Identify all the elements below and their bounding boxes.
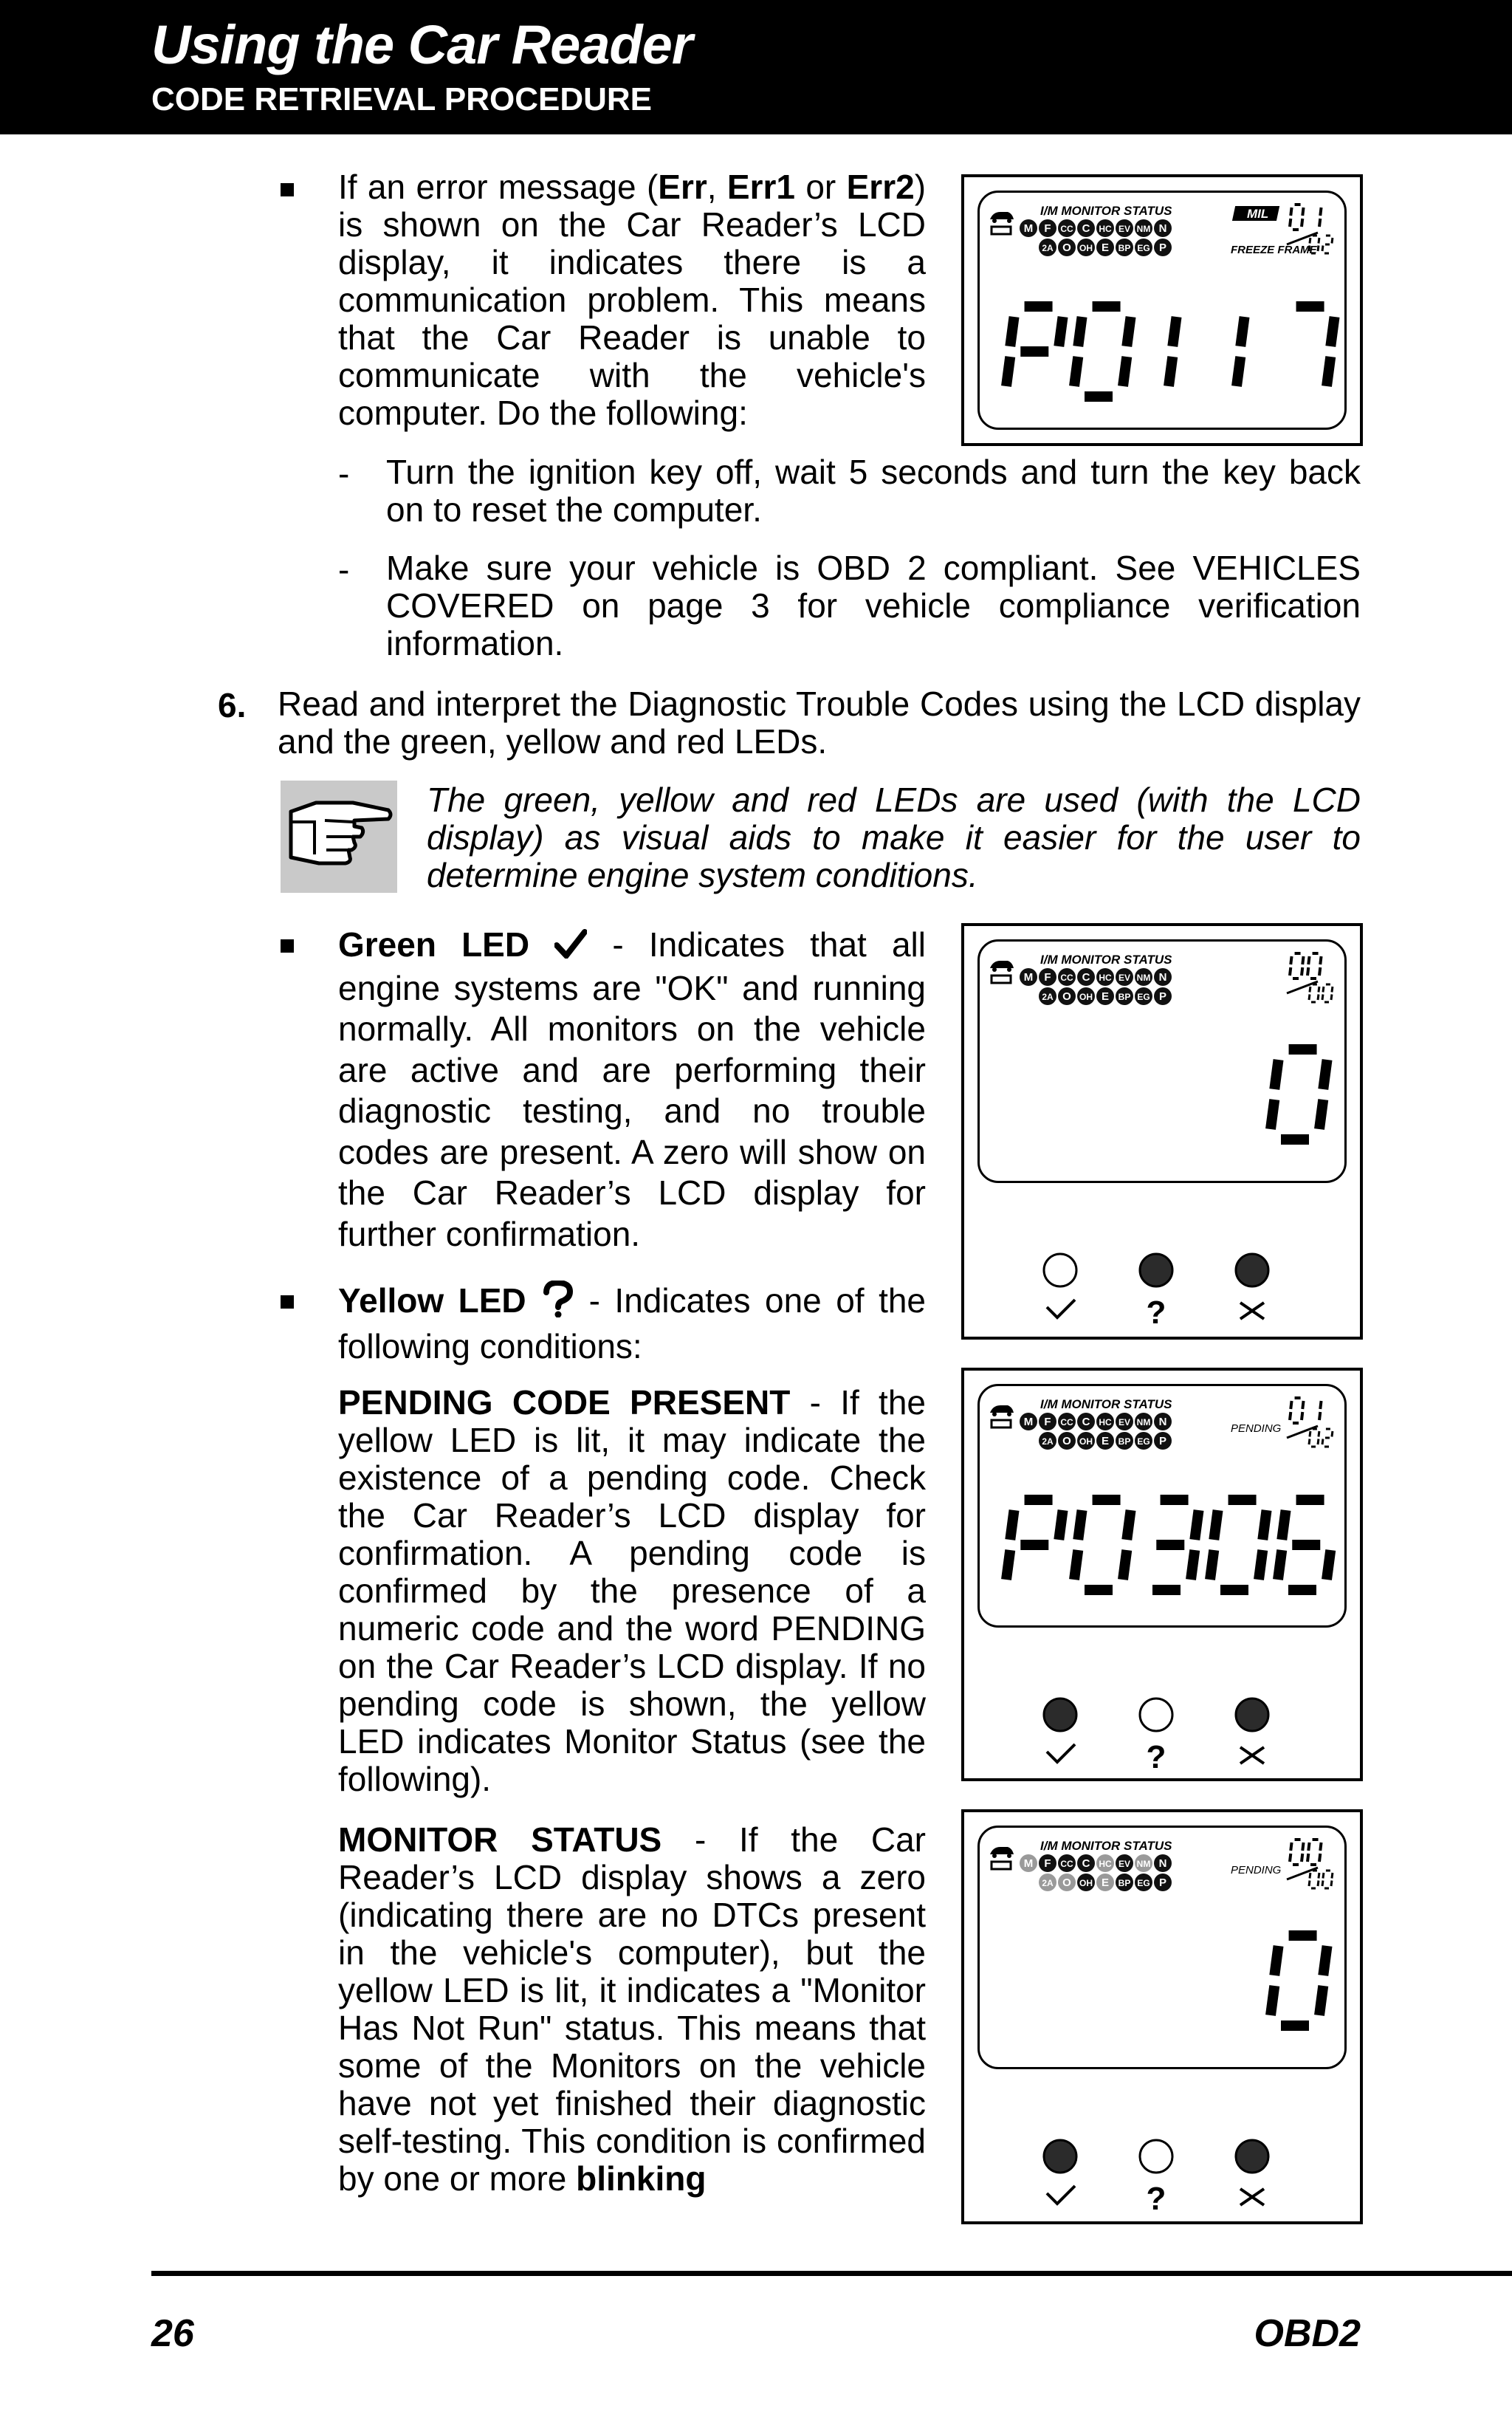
page-title: Using the Car Reader: [151, 14, 693, 75]
svg-text:O: O: [1062, 1876, 1071, 1889]
dtc-code-display: [1006, 1500, 1330, 1590]
svg-text:E: E: [1101, 1435, 1110, 1447]
svg-text:C: C: [1082, 222, 1090, 235]
yellow-led-label: Yellow LED: [338, 1281, 526, 1320]
yellow-led-icon: [1140, 1254, 1172, 1286]
svg-text:BP: BP: [1118, 992, 1131, 1002]
svg-text:P: P: [1158, 1435, 1167, 1447]
code-index-number: [1290, 953, 1322, 978]
led-indicator-row: [1031, 1251, 1296, 1325]
car-icon: [990, 212, 1014, 223]
svg-text:E: E: [1101, 241, 1110, 254]
dash-item-reset: Turn the ignition key off, wait 5 seconds and turn the key back on to reset the computer.: [386, 453, 1361, 529]
svg-text:OH: OH: [1079, 243, 1093, 253]
monitor-status-label: MONITOR STATUS: [338, 1820, 662, 1859]
svg-text:CC: CC: [1060, 1859, 1073, 1869]
error-paragraph: If an error message (Err, Err1 or Err2) is shown on the Car Reader’s LCD display, it indicates there is a communication problem. This means that the Car Reader is unable to communicate with the vehicle's computer. Do the following:: [338, 168, 927, 432]
checkmark-icon: [554, 927, 587, 968]
svg-text:O: O: [1062, 1435, 1071, 1447]
step-6-text: Read and interpret the Diagnostic Trouble Codes using the LCD display and the green, yellow and red LEDs.: [278, 685, 1361, 761]
svg-text:OH: OH: [1079, 1436, 1093, 1447]
pending-label: PENDING: [1231, 1422, 1282, 1435]
svg-text:N: N: [1158, 222, 1167, 235]
lcd-panel-error: [961, 174, 1363, 446]
checkmark-icon: [1047, 1744, 1075, 1762]
svg-text:BP: BP: [1118, 1436, 1131, 1447]
yellow-led-paragraph: Yellow LED - Indicates one of the following conditions:: [338, 1281, 927, 1365]
checkmark-icon: [1047, 1300, 1075, 1317]
svg-text:M: M: [1023, 971, 1034, 984]
code-total-number: [1309, 1871, 1333, 1888]
svg-text:F: F: [1044, 222, 1051, 235]
car-icon: [990, 1847, 1014, 1858]
svg-text:F: F: [1044, 971, 1051, 984]
svg-text:EV: EV: [1118, 1417, 1131, 1427]
green-led-label: Green LED: [338, 925, 530, 964]
svg-text:OH: OH: [1079, 1878, 1093, 1888]
green-led-icon: [1044, 1699, 1076, 1731]
svg-text:N: N: [1158, 1857, 1167, 1870]
svg-text:E: E: [1101, 1876, 1110, 1889]
red-led-icon: [1236, 2140, 1268, 2173]
svg-text:P: P: [1158, 1876, 1167, 1889]
mil-indicator: [1232, 206, 1279, 221]
svg-text:HC: HC: [1099, 1859, 1112, 1869]
svg-text:M: M: [1023, 222, 1034, 235]
svg-text:N: N: [1158, 1416, 1167, 1428]
svg-text:CC: CC: [1060, 224, 1073, 234]
lcd-panel-green: [961, 923, 1363, 1340]
pending-code-label: PENDING CODE PRESENT: [338, 1383, 791, 1422]
svg-text:EV: EV: [1118, 973, 1131, 983]
svg-text:EG: EG: [1137, 1436, 1150, 1447]
engine-icon: [992, 1862, 1011, 1869]
lcd-screen: [977, 939, 1347, 1183]
code-total-number: [1309, 984, 1333, 1002]
led-indicator-row: [1031, 2137, 1296, 2211]
pending-code-paragraph: PENDING CODE PRESENT - If the yellow LED is lit, it may indicate the existence of a pending code. Check the Car Reader’s LCD display for confirmation. A pending code is confirmed by the presence of a numeric code and the word PENDING on the Car Reader’s LCD display. If no pending code is shown, the yellow LED indicates Monitor Status (see the following).: [338, 1383, 927, 1798]
code-total-number: [1309, 1429, 1333, 1447]
green-led-paragraph: Green LED - Indicates that all engine systems are "OK" and running normally. All monitors on the vehicle are active and are performing their diagnostic testing, and no trouble codes are present. A zero will show on the Car Reader’s LCD display for further confirmation.: [338, 925, 926, 1253]
question-mark-icon: ?: [1146, 2181, 1166, 2211]
svg-text:HC: HC: [1099, 224, 1112, 234]
cross-icon: [1240, 1747, 1264, 1763]
freeze-frame-label: FREEZE FRAME: [1231, 244, 1317, 256]
svg-text:F: F: [1044, 1857, 1051, 1870]
monitor-status-label: I/M MONITOR STATUS: [1040, 953, 1172, 967]
product-name: OBD2: [1254, 2312, 1361, 2355]
svg-text:N: N: [1158, 971, 1167, 984]
svg-text:HC: HC: [1099, 973, 1112, 983]
svg-text:NM: NM: [1136, 224, 1151, 234]
green-led-icon: [1044, 1254, 1076, 1286]
cross-icon: [1240, 1303, 1264, 1319]
svg-text:E: E: [1101, 990, 1110, 1003]
yellow-led-icon: [1140, 1699, 1172, 1731]
dtc-code-display: [1271, 1936, 1327, 2026]
svg-text:NM: NM: [1136, 1859, 1151, 1869]
code-index-number: [1290, 1398, 1322, 1423]
bullet-marker: [281, 1295, 294, 1309]
car-icon: [990, 1405, 1014, 1416]
svg-text:2A: 2A: [1042, 1878, 1054, 1888]
cross-icon: [1240, 2189, 1264, 2205]
svg-text:CC: CC: [1060, 973, 1073, 983]
section-subtitle: CODE RETRIEVAL PROCEDURE: [151, 81, 653, 117]
svg-text:BP: BP: [1118, 1878, 1131, 1888]
engine-icon: [992, 1420, 1011, 1427]
svg-text:EG: EG: [1137, 992, 1150, 1002]
green-led-icon: [1044, 2140, 1076, 2173]
svg-text:M: M: [1023, 1857, 1034, 1870]
code-index-number: [1290, 1840, 1322, 1865]
dtc-code-display: [1006, 306, 1335, 397]
footer-rule: [151, 2271, 1512, 2276]
red-led-icon: [1236, 1699, 1268, 1731]
pending-label: PENDING: [1231, 1864, 1282, 1876]
svg-text:P: P: [1158, 990, 1167, 1003]
engine-icon: [992, 227, 1011, 234]
svg-text:C: C: [1082, 1416, 1090, 1428]
pointing-hand-icon: [281, 781, 397, 893]
svg-text:OH: OH: [1079, 992, 1093, 1002]
svg-text:2A: 2A: [1042, 243, 1054, 253]
svg-text:EV: EV: [1118, 224, 1131, 234]
lcd-panel-monitor: [961, 1809, 1363, 2224]
red-led-icon: [1236, 1254, 1268, 1286]
dash-marker: -: [338, 550, 350, 589]
svg-text:P: P: [1158, 241, 1167, 254]
svg-text:M: M: [1023, 1416, 1034, 1428]
lcd-panel-pending: [961, 1368, 1363, 1781]
svg-text:MIL: MIL: [1247, 207, 1269, 221]
car-icon: [990, 961, 1014, 972]
monitor-status-label: I/M MONITOR STATUS: [1040, 204, 1172, 218]
monitor-status-label: I/M MONITOR STATUS: [1040, 1839, 1172, 1853]
svg-text:BP: BP: [1118, 243, 1131, 253]
led-indicator-row: [1031, 1696, 1296, 1769]
svg-text:O: O: [1062, 241, 1071, 254]
question-mark-icon: ?: [1146, 1739, 1166, 1769]
svg-text:C: C: [1082, 1857, 1090, 1870]
dtc-code-display: [1271, 1049, 1327, 1139]
svg-text:F: F: [1044, 1416, 1051, 1428]
question-mark-icon: ?: [1146, 1295, 1166, 1325]
svg-text:2A: 2A: [1042, 992, 1054, 1002]
svg-text:HC: HC: [1099, 1417, 1112, 1427]
svg-text:EV: EV: [1118, 1859, 1131, 1869]
page-header: [0, 0, 1512, 134]
bullet-marker: [281, 183, 294, 196]
page-number: 26: [151, 2312, 194, 2355]
question-mark-icon: [540, 1281, 574, 1326]
svg-text:O: O: [1062, 990, 1071, 1003]
bullet-marker: [281, 939, 294, 953]
svg-text:NM: NM: [1136, 1417, 1151, 1427]
svg-text:EG: EG: [1137, 243, 1150, 253]
lcd-screen: [977, 1826, 1347, 2069]
code-index-number: [1290, 205, 1322, 230]
engine-icon: [992, 976, 1011, 983]
step-number: 6.: [218, 686, 247, 724]
checkmark-icon: [1047, 2186, 1075, 2204]
svg-text:C: C: [1082, 971, 1090, 984]
note-text: The green, yellow and red LEDs are used (with the LCD display) as visual aids to make it easier for the user to determine engine system conditions.: [427, 781, 1361, 894]
monitor-status-label: I/M MONITOR STATUS: [1040, 1397, 1172, 1411]
svg-text:CC: CC: [1060, 1417, 1073, 1427]
dash-marker: -: [338, 454, 350, 493]
yellow-led-icon: [1140, 2140, 1172, 2173]
svg-text:NM: NM: [1136, 973, 1151, 983]
monitor-status-paragraph: MONITOR STATUS - If the Car Reader’s LCD display shows a zero (indicating there are no DTCs present in the vehicle's computer), but the yellow LED is lit, it indicates a "Monitor Has Not Run" status. This means that some of the Monitors on the vehicle have not yet finished their diagnostic self-testing. This condition is confirmed by one or more blinking: [338, 1820, 926, 2198]
svg-text:2A: 2A: [1042, 1436, 1054, 1447]
lcd-screen: [977, 1384, 1347, 1628]
dash-item-compliance: Make sure your vehicle is OBD 2 compliant. See VEHICLES COVERED on page 3 for vehicle compliance verification information.: [386, 549, 1361, 662]
svg-text:EG: EG: [1137, 1878, 1150, 1888]
lcd-screen: [977, 191, 1347, 430]
